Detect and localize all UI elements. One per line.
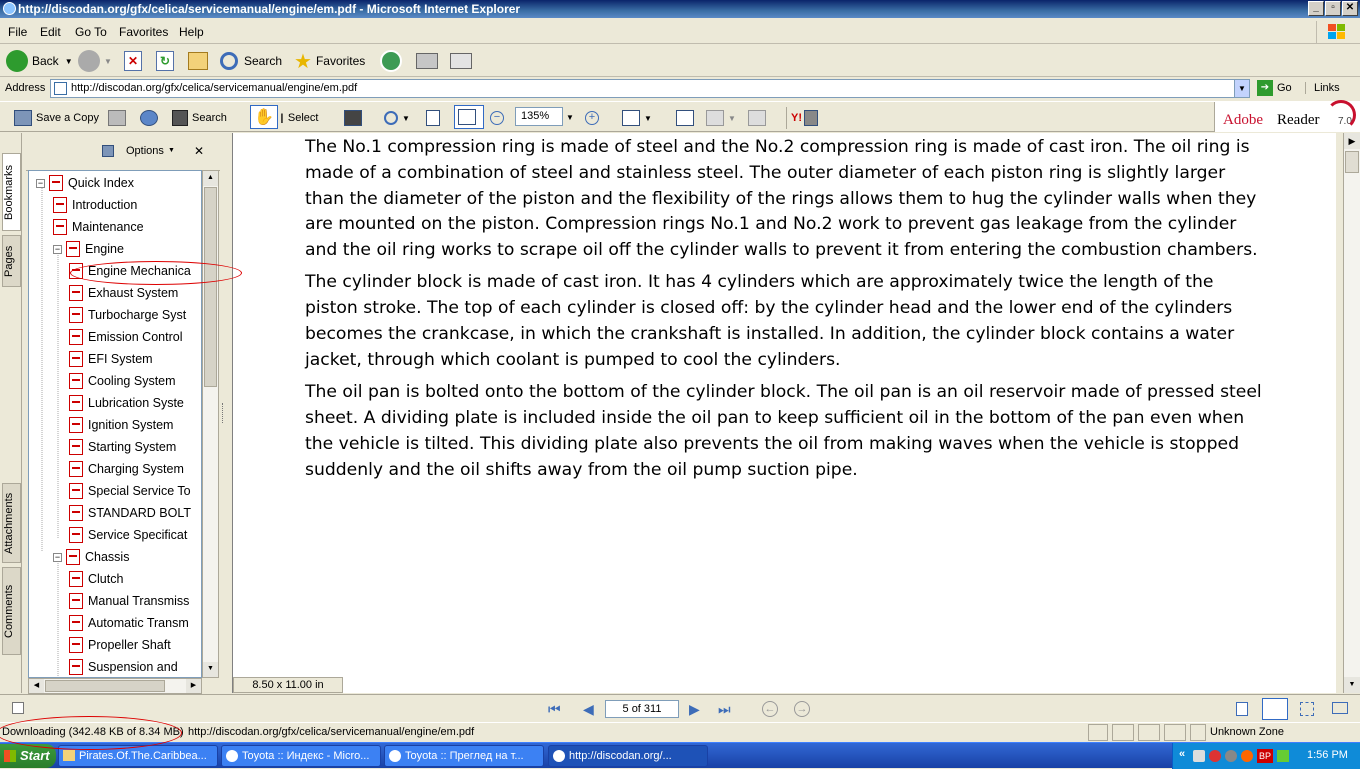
previous-page-button[interactable]: ◀	[583, 701, 594, 717]
page-navigation-bar	[0, 694, 1360, 722]
minimize-button[interactable]: _	[1308, 1, 1324, 16]
pdf-bookmark-icon	[66, 549, 80, 565]
favorites-button[interactable]	[294, 49, 365, 73]
address-input[interactable]	[50, 79, 1250, 98]
bookmark-item[interactable]	[53, 196, 137, 214]
bookmark-label: Automatic Transm	[88, 616, 189, 630]
previous-view-button[interactable]: ←	[762, 701, 778, 717]
single-page-icon[interactable]	[1236, 702, 1248, 716]
rotate-view-button[interactable]	[622, 107, 652, 129]
bookmark-label: Suspension and	[88, 660, 178, 674]
snapshot-button[interactable]	[344, 107, 366, 129]
pdf-bookmark-icon	[66, 241, 80, 257]
scroll-up-icon[interactable]: ▲	[203, 171, 218, 186]
scroll-thumb[interactable]	[1345, 151, 1359, 173]
disk-icon	[14, 110, 32, 126]
status-pane	[1164, 724, 1186, 741]
bookmark-label: Special Service To	[88, 484, 191, 498]
print-pdf-button[interactable]	[108, 107, 130, 129]
back-label: Back	[32, 54, 59, 68]
fit-height-icon	[426, 110, 440, 126]
pdf-search-button[interactable]	[172, 107, 227, 129]
pdf-bookmark-icon	[69, 527, 83, 543]
bookmark-item[interactable]	[69, 284, 178, 302]
spell-check-icon	[676, 110, 694, 126]
task-label: Toyota :: Преглед на т...	[405, 750, 524, 762]
stamp-button[interactable]	[706, 107, 736, 129]
menu-help[interactable]: Help	[179, 25, 204, 39]
history-button[interactable]	[380, 49, 406, 73]
bookmark-label: Maintenance	[72, 220, 144, 234]
minus-circle-icon: −	[490, 111, 504, 125]
bookmark-label: Propeller Shaft	[88, 638, 171, 652]
facing-page-icon[interactable]	[1300, 702, 1314, 716]
bookmark-item[interactable]	[36, 174, 134, 192]
bookmark-item[interactable]	[69, 460, 184, 478]
folder-icon	[63, 750, 75, 761]
tray-expand-icon[interactable]: «	[1179, 748, 1186, 760]
bookmark-label: Chassis	[85, 550, 130, 564]
adobe-swirl-icon	[1326, 100, 1356, 130]
bookmark-item[interactable]	[69, 438, 176, 456]
bookmark-label: Service Specificat	[88, 528, 188, 542]
next-view-button[interactable]: →	[794, 701, 810, 717]
pdf-bookmark-icon	[69, 307, 83, 323]
pdf-bookmark-icon	[69, 461, 83, 477]
bookmark-label: Quick Index	[68, 176, 135, 190]
bookmark-item[interactable]	[69, 658, 178, 676]
bookmark-label: Charging System	[88, 462, 184, 476]
scroll-up-icon[interactable]: ▶	[1344, 133, 1360, 149]
collapse-icon[interactable]: −	[54, 551, 61, 562]
windows-logo-icon	[1316, 21, 1354, 43]
paragraph: The No.1 compression ring is made of steel and the No.2 compression ring is made of cast iron. The oil ring is made of a combination of steel and stainless steel. The outer diameter of each piston ring is slightly larger than the diameter of the piston and the flexibility of the rings allows them to hug the cylinder walls when they are mounted on the piston. Compression rings No.1 and No.2 work to prevent gas leakage from the cylinder and the oil ring works to scrape oil off the cylinder walls to prevent it from entering the combustion chambers.	[305, 137, 1258, 261]
email-button[interactable]	[140, 107, 162, 129]
pdf-bookmark-icon	[69, 417, 83, 433]
task-label: Pirates.Of.The.Caribbea...	[79, 750, 207, 762]
annotation-oval	[70, 261, 242, 285]
scroll-right-icon[interactable]: ▶	[186, 679, 201, 693]
system-tray	[1172, 743, 1360, 769]
camera-icon	[344, 110, 362, 126]
stop-icon: ✕	[124, 51, 142, 71]
save-copy-label: Save a Copy	[36, 112, 99, 124]
bookmark-label: STANDARD BOLT	[88, 506, 192, 520]
stop-button[interactable]	[124, 49, 142, 73]
menu-bar	[0, 20, 1360, 44]
title-bar	[0, 0, 1360, 18]
copy-button[interactable]	[748, 107, 770, 129]
stamp-icon	[706, 110, 724, 126]
scroll-thumb[interactable]	[204, 187, 217, 387]
bookmark-label: Engine	[85, 242, 124, 256]
refresh-icon: ↻	[156, 51, 174, 71]
reader-brand-text: Reader	[1277, 112, 1320, 128]
status-pane	[1190, 724, 1206, 741]
network-icon[interactable]	[1193, 750, 1205, 762]
document-vertical-scrollbar[interactable]	[1343, 133, 1360, 693]
chevron-down-icon: ▼	[728, 113, 736, 123]
chevron-down-icon: ▼	[64, 56, 73, 66]
bookmark-label: Introduction	[72, 198, 138, 212]
bookmark-item[interactable]	[53, 240, 124, 258]
language-indicator[interactable]: BP	[1258, 751, 1271, 761]
navigation-tabs	[0, 133, 22, 693]
search-label: Search	[244, 54, 283, 68]
forward-arrow-icon	[78, 50, 100, 72]
back-arrow-icon	[6, 50, 28, 72]
history-icon	[380, 50, 402, 72]
pdf-bookmark-icon	[69, 329, 83, 345]
pdf-bookmark-icon	[69, 637, 83, 653]
window-title: http://discodan.org/gfx/celica/servicemanual/engine/em.pdf - Microsoft Internet Explorer	[18, 2, 521, 16]
pdf-bookmark-icon	[69, 483, 83, 499]
ie-icon	[226, 750, 238, 762]
antivirus-icon[interactable]	[1209, 750, 1221, 762]
bookmark-item[interactable]	[53, 218, 144, 236]
bookmark-item[interactable]	[69, 372, 176, 390]
pdf-bookmark-icon	[69, 439, 83, 455]
scroll-thumb[interactable]	[45, 680, 165, 692]
bookmarks-tree	[28, 170, 202, 678]
download-status: Downloading (342.48 KB of 8.34 MB)	[2, 726, 184, 738]
zoom-in-icon	[384, 111, 398, 125]
bookmark-item[interactable]	[69, 592, 189, 610]
pdf-page-icon	[54, 82, 67, 95]
task-label: http://discodan.org/...	[569, 750, 672, 762]
pdf-bookmark-icon	[69, 505, 83, 521]
bookmark-label: Emission Control	[88, 330, 183, 344]
menu-goto[interactable]: Go To	[75, 25, 107, 39]
search-icon	[220, 52, 238, 70]
favorites-label: Favorites	[315, 54, 366, 68]
fit-width-icon	[458, 109, 476, 125]
text-cursor-icon: I	[280, 110, 284, 126]
continuous-page-button[interactable]	[1262, 698, 1288, 720]
select-label: Select	[287, 112, 319, 124]
continuous-facing-icon[interactable]	[1332, 702, 1348, 714]
adobe-reader-logo	[1214, 102, 1360, 132]
pdf-bookmark-icon	[53, 219, 67, 235]
document-text	[305, 135, 1265, 490]
home-icon	[188, 52, 208, 70]
scroll-left-icon[interactable]: ◀	[29, 679, 44, 693]
bookmarks-panel	[26, 133, 220, 693]
bookmark-item[interactable]	[69, 570, 123, 588]
go-arrow-icon: ➔	[1257, 80, 1273, 96]
tab-bookmarks[interactable]: Bookmarks	[2, 153, 21, 231]
panel-splitter[interactable]	[220, 133, 232, 693]
chevron-down-icon: ▼	[168, 147, 175, 154]
volume-icon[interactable]	[1225, 750, 1237, 762]
bookmark-item[interactable]	[69, 394, 184, 412]
page-number-input[interactable]: 5 of 311	[605, 700, 679, 718]
pdf-bookmark-icon	[69, 285, 83, 301]
task-ie-1[interactable]	[221, 745, 381, 767]
hand-icon: ✋	[254, 109, 274, 126]
printer-icon	[416, 53, 438, 69]
status-pane	[1112, 724, 1134, 741]
bookmark-item[interactable]	[69, 526, 187, 544]
status-url: http://discodan.org/gfx/celica/servicemanual/engine/em.pdf	[188, 726, 475, 738]
taskbar	[0, 742, 1360, 768]
bookmark-label: EFI System	[88, 352, 153, 366]
status-bar	[0, 722, 1360, 742]
yahoo-button[interactable]	[786, 107, 822, 129]
options-icon	[102, 145, 114, 157]
zoom-in-button[interactable]	[585, 107, 599, 129]
status-pane	[1088, 724, 1108, 741]
bookmark-label: Exhaust System	[88, 286, 179, 300]
pdf-document-view[interactable]	[232, 133, 1336, 693]
ie-toolbar	[0, 45, 1360, 77]
close-panel-button[interactable]: ✕	[194, 144, 205, 158]
forward-button[interactable]	[78, 49, 112, 73]
menu-edit[interactable]: Edit	[40, 25, 61, 39]
pdf-bookmark-icon	[69, 395, 83, 411]
reader-version: 7.0	[1338, 116, 1352, 127]
collapse-icon[interactable]: −	[54, 243, 61, 254]
edit-page-icon	[450, 53, 472, 69]
save-copy-button[interactable]	[14, 107, 99, 129]
task-ie-active[interactable]	[548, 745, 708, 767]
start-label: Start	[20, 748, 50, 763]
paragraph: The cylinder block is made of cast iron. It has 4 cylinders which are approximately twice the length of the piston stroke. The top of each cylinder is closed off: by the cylinder head and the lower end of the cylinders becomes the crankcase, in which the crankshaft is installed. In addition, the cylinder block contains a water jacket, through which coolant is pumped to cool the cylinders.	[305, 272, 1235, 370]
pdf-bookmark-icon	[69, 351, 83, 367]
pdf-bookmark-icon	[69, 373, 83, 389]
bookmark-item[interactable]	[69, 416, 173, 434]
printer-icon	[108, 110, 126, 126]
fit-height-button[interactable]	[426, 107, 444, 129]
hand-tool-button[interactable]	[250, 105, 278, 129]
links-button[interactable]: Links	[1305, 82, 1340, 94]
close-button[interactable]: ✕	[1342, 1, 1358, 16]
next-page-button[interactable]: ▶	[689, 701, 700, 717]
copy-icon	[748, 110, 766, 126]
chevron-down-icon: ▼	[644, 113, 652, 123]
bookmark-label: Clutch	[88, 572, 124, 586]
reader-toolbar	[0, 101, 1360, 132]
page-size-indicator: 8.50 x 11.00 in	[233, 677, 343, 693]
bookmark-label: Engine Mechanica	[88, 264, 191, 278]
pdf-bookmark-icon	[49, 175, 63, 191]
menu-favorites[interactable]: Favorites	[119, 25, 169, 39]
back-button[interactable]	[6, 49, 73, 73]
bookmarks-options-bar	[26, 133, 220, 171]
bookmark-item[interactable]	[69, 636, 171, 654]
options-button[interactable]: Options	[126, 145, 164, 157]
adobe-brand-text: Adobe	[1223, 112, 1263, 128]
status-pane	[1138, 724, 1160, 741]
menu-file[interactable]: File	[8, 25, 28, 39]
chevron-down-icon: ▼	[402, 113, 410, 123]
task-ie-2[interactable]	[384, 745, 544, 767]
refresh-button[interactable]	[156, 49, 174, 73]
spelling-button[interactable]	[676, 107, 698, 129]
battery-icon[interactable]	[1277, 750, 1289, 762]
pdf-bookmark-icon	[53, 197, 67, 213]
edit-button[interactable]	[450, 49, 472, 73]
zoom-out-button[interactable]	[490, 107, 504, 129]
windows-flag-icon	[4, 750, 16, 762]
tab-pages[interactable]: Pages	[2, 235, 21, 287]
ie-logo-icon	[3, 2, 16, 15]
bookmark-label: Ignition System	[88, 418, 174, 432]
bookmark-item[interactable]	[69, 614, 189, 632]
ie-icon	[553, 750, 565, 762]
toolbar-icon	[804, 110, 818, 126]
tab-comments[interactable]: Comments	[2, 567, 21, 655]
bookmark-label: Turbocharge Syst	[88, 308, 187, 322]
select-tool-button[interactable]	[280, 107, 318, 129]
zoom-tool-button[interactable]	[384, 107, 410, 129]
ie-icon	[389, 750, 401, 762]
rotate-icon	[622, 110, 640, 126]
print-button[interactable]	[416, 49, 438, 73]
bookmark-item[interactable]	[69, 328, 182, 346]
bookmark-label: Cooling System	[88, 374, 176, 388]
bookmarks-vertical-scrollbar[interactable]	[202, 170, 219, 678]
first-page-button[interactable]: ⏮	[548, 701, 561, 717]
go-button[interactable]	[1257, 80, 1292, 96]
bookmark-label: Lubrication Syste	[88, 396, 184, 410]
bookmark-label: Manual Transmiss	[88, 594, 190, 608]
page-layout-icon[interactable]	[12, 702, 24, 714]
bookmark-item[interactable]	[69, 504, 191, 522]
binoculars-icon	[172, 110, 188, 126]
bookmarks-horizontal-scrollbar[interactable]	[28, 678, 202, 694]
scroll-down-icon[interactable]: ▼	[203, 662, 218, 677]
address-bar	[0, 78, 1360, 100]
clock: 1:56 PM	[1307, 749, 1348, 761]
zoom-level-input[interactable]: 135%	[515, 107, 563, 126]
fit-width-button[interactable]	[454, 105, 484, 129]
address-url: http://discodan.org/gfx/celica/servicemanual/engine/em.pdf	[71, 82, 358, 94]
pdf-bookmark-icon	[69, 615, 83, 631]
go-label: Go	[1277, 82, 1292, 94]
paragraph: The oil pan is bolted onto the bottom of the cylinder block. The oil pan is an oil reservoir made of pressed steel sheet. A dividing plate is included inside the oil pan to keep sufficient oil in the bottom of the pan even when the vehicle is tilted. This dividing plate also prevents the oil from making waves when the vehicle is stopped suddenly and the oil shifts away from the oil pump suction pipe.	[305, 382, 1262, 480]
plus-circle-icon: +	[585, 111, 599, 125]
pdf-bookmark-icon	[69, 659, 83, 675]
scroll-down-icon[interactable]: ▼	[1344, 677, 1360, 693]
address-dropdown-icon[interactable]: ▼	[1234, 80, 1249, 97]
collapse-icon[interactable]: −	[37, 177, 44, 188]
yahoo-icon: Y!	[791, 112, 802, 124]
annotation-oval	[0, 716, 182, 750]
chevron-down-icon: ▼	[104, 56, 112, 66]
bookmark-item[interactable]	[69, 482, 191, 500]
tab-attachments[interactable]: Attachments	[2, 483, 21, 563]
bookmark-item[interactable]	[69, 306, 186, 324]
splitter-grip[interactable]	[222, 403, 225, 423]
star-icon: ★	[294, 50, 312, 73]
maximize-button[interactable]: ▫	[1325, 1, 1341, 16]
update-icon[interactable]	[1241, 750, 1253, 762]
bookmark-label: Starting System	[88, 440, 177, 454]
address-label: Address	[5, 82, 46, 94]
task-label: Toyota :: Индекс - Micro...	[242, 750, 370, 762]
pdf-bookmark-icon	[69, 571, 83, 587]
bookmark-item[interactable]	[69, 350, 153, 368]
security-zone: Unknown Zone	[1210, 726, 1284, 738]
pdf-bookmark-icon	[69, 593, 83, 609]
search-button[interactable]	[220, 49, 282, 73]
globe-mail-icon	[140, 110, 158, 126]
home-button[interactable]	[188, 49, 208, 73]
pdf-search-label: Search	[192, 112, 227, 124]
bookmark-item[interactable]	[53, 548, 129, 566]
last-page-button[interactable]: ⏭	[718, 701, 731, 717]
zoom-dropdown-icon[interactable]: ▼	[566, 113, 574, 122]
